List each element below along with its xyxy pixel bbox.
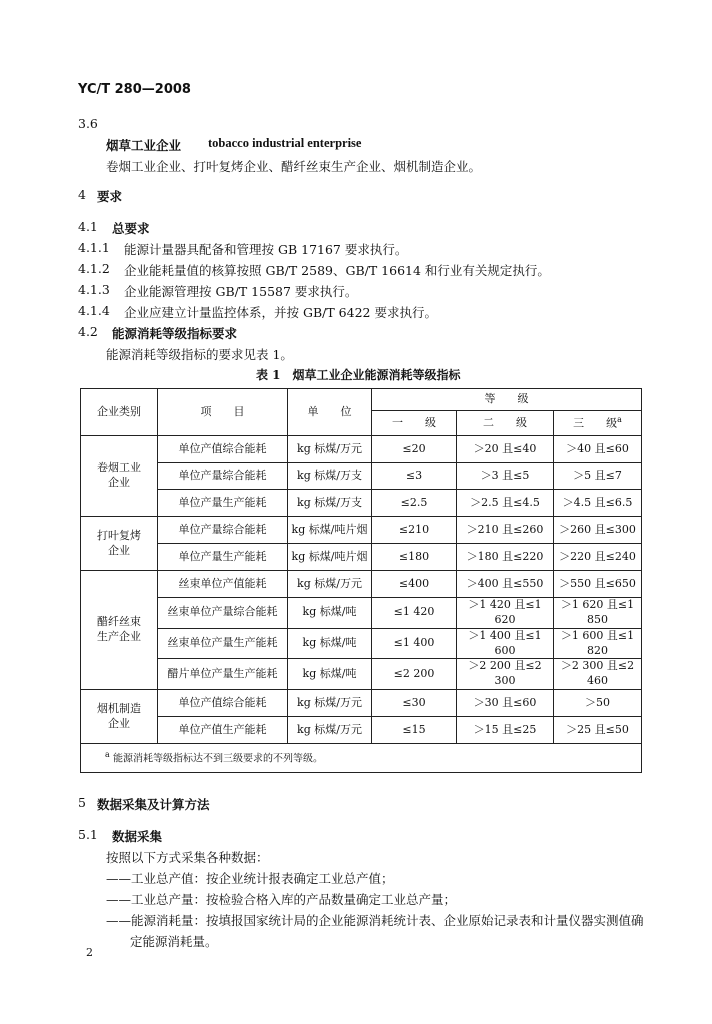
list-item: ——工业总产值：按企业统计报表确定工业总产值； <box>106 871 394 886</box>
grade-1-cell: ≤1 420 <box>372 598 457 629</box>
footnote-mark: a <box>105 750 110 760</box>
list-item: ——工业总产量：按检验合格入库的产品数量确定工业总产量； <box>106 892 457 907</box>
page-number: 2 <box>86 946 93 959</box>
unit-cell: kg 标煤/万元 <box>288 690 372 717</box>
item-cell: 单位产量综合能耗 <box>158 517 288 544</box>
section-4-1-number: 4.1 <box>78 219 98 234</box>
unit-cell: kg 标煤/吨片烟 <box>288 517 372 544</box>
grade-1-cell: ≤1 400 <box>372 628 457 659</box>
grade-3-cell: ＞1 620 且≤1 850 <box>554 598 642 629</box>
section-4-title: 要求 <box>97 189 123 204</box>
grade-3-cell: ＞25 且≤50 <box>554 717 642 744</box>
item-cell: 单位产量生产能耗 <box>158 544 288 571</box>
section-4-1-title: 总要求 <box>112 221 150 236</box>
grade-1-cell: ≤30 <box>372 690 457 717</box>
unit-cell: kg 标煤/万元 <box>288 717 372 744</box>
clause-text: 企业应建立计量监控体系，并按 GB/T 6422 要求执行。 <box>124 305 437 320</box>
section-5-1-title: 数据采集 <box>112 829 163 844</box>
category-acetate-tow: 醋纤丝束生产企业 <box>81 571 158 690</box>
term-en: tobacco industrial enterprise <box>208 136 362 150</box>
header-category: 企业类别 <box>81 389 158 436</box>
section-3-6-number: 3.6 <box>78 116 98 131</box>
grade-3-cell: ＞260 且≤300 <box>554 517 642 544</box>
unit-cell: kg 标煤/吨 <box>288 598 372 629</box>
grade-3-cell: ＞220 且≤240 <box>554 544 642 571</box>
header-unit: 单 位 <box>288 389 372 436</box>
category-threshing: 打叶复烤企业 <box>81 517 158 571</box>
unit-cell: kg 标煤/万元 <box>288 436 372 463</box>
list-item-continuation: 定能源消耗量。 <box>130 934 218 949</box>
energy-grade-table <box>80 388 642 773</box>
section-4-2-title: 能源消耗等级指标要求 <box>112 326 238 341</box>
grade-2-cell: ＞3 且≤5 <box>457 463 554 490</box>
grade-2-cell: ＞210 且≤260 <box>457 517 554 544</box>
header-grade-2: 二 级 <box>457 411 554 436</box>
grade-3-cell: ＞1 600 且≤1 820 <box>554 628 642 659</box>
item-cell: 丝束单位产值能耗 <box>158 571 288 598</box>
unit-cell: kg 标煤/万元 <box>288 571 372 598</box>
section-4-number: 4 <box>78 187 86 202</box>
grade-1-cell: ≤15 <box>372 717 457 744</box>
header-grade-1: 一 级 <box>372 411 457 436</box>
unit-cell: kg 标煤/万支 <box>288 463 372 490</box>
grade-1-cell: ≤2.5 <box>372 490 457 517</box>
header-grade: 等 级 <box>372 389 642 411</box>
grade-2-cell: ＞1 400 且≤1 600 <box>457 628 554 659</box>
grade-2-cell: ＞1 420 且≤1 620 <box>457 598 554 629</box>
section-5-1-intro: 按照以下方式采集各种数据： <box>106 850 269 865</box>
grade-1-cell: ≤210 <box>372 517 457 544</box>
clause-number: 4.1.4 <box>78 303 110 318</box>
term-definition: 卷烟工业企业、打叶复烤企业、醋纤丝束生产企业、烟机制造企业。 <box>106 159 482 174</box>
section-5-title: 数据采集及计算方法 <box>97 797 210 812</box>
grade-3-cell: ＞550 且≤650 <box>554 571 642 598</box>
item-cell: 丝束单位产量生产能耗 <box>158 628 288 659</box>
category-cigarette: 卷烟工业企业 <box>81 436 158 517</box>
item-cell: 醋片单位产量生产能耗 <box>158 659 288 690</box>
grade-3-cell: ＞50 <box>554 690 642 717</box>
item-cell: 单位产值综合能耗 <box>158 690 288 717</box>
grade-2-cell: ＞2 200 且≤2 300 <box>457 659 554 690</box>
item-cell: 丝束单位产量综合能耗 <box>158 598 288 629</box>
grade-3-cell: ＞4.5 且≤6.5 <box>554 490 642 517</box>
header-grade-3: 三 级$^a$ <box>554 411 642 436</box>
grade-1-cell: ≤2 200 <box>372 659 457 690</box>
document-code: YC/T 280—2008 <box>78 82 191 97</box>
grade-2-cell: ＞15 且≤25 <box>457 717 554 744</box>
grade-2-cell: ＞2.5 且≤4.5 <box>457 490 554 517</box>
unit-cell: kg 标煤/吨片烟 <box>288 544 372 571</box>
grade-1-cell: ≤400 <box>372 571 457 598</box>
clause-number: 4.1.1 <box>78 240 110 255</box>
section-4-2-number: 4.2 <box>78 324 98 339</box>
unit-cell: kg 标煤/万支 <box>288 490 372 517</box>
footnote-mark: a <box>617 414 622 424</box>
clause-number: 4.1.3 <box>78 282 110 297</box>
unit-cell: kg 标煤/吨 <box>288 628 372 659</box>
grade-2-cell: ＞20 且≤40 <box>457 436 554 463</box>
header-item: 项 目 <box>158 389 288 436</box>
table-footnote: $^a$ 能源消耗等级指标达不到三级要求的不列等级。 <box>81 744 642 773</box>
section-4-2-text: 能源消耗等级指标的要求见表 1。 <box>106 347 293 362</box>
grade-2-cell: ＞400 且≤550 <box>457 571 554 598</box>
grade-3-cell: ＞2 300 且≤2 460 <box>554 659 642 690</box>
grade-1-cell: ≤3 <box>372 463 457 490</box>
unit-cell: kg 标煤/吨 <box>288 659 372 690</box>
clause-text: 企业能源管理按 GB/T 15587 要求执行。 <box>124 284 358 299</box>
clause-text: 企业能耗量值的核算按照 GB/T 2589、GB/T 16614 和行业有关规定执行。 <box>124 263 550 278</box>
category-machinery: 烟机制造企业 <box>81 690 158 744</box>
table-caption: 表 1 烟草工业企业能源消耗等级指标 <box>256 368 461 382</box>
item-cell: 单位产值综合能耗 <box>158 436 288 463</box>
grade-3-cell: ＞5 且≤7 <box>554 463 642 490</box>
grade-2-cell: ＞30 且≤60 <box>457 690 554 717</box>
section-5-number: 5 <box>78 795 86 810</box>
list-item: ——能源消耗量：按填报国家统计局的企业能源消耗统计表、企业原始记录表和计量仪器实测值确 <box>106 913 644 928</box>
grade-1-cell: ≤180 <box>372 544 457 571</box>
grade-2-cell: ＞180 且≤220 <box>457 544 554 571</box>
item-cell: 单位产量综合能耗 <box>158 463 288 490</box>
item-cell: 单位产值生产能耗 <box>158 717 288 744</box>
clause-number: 4.1.2 <box>78 261 110 276</box>
term-zh: 烟草工业企业 <box>106 138 182 153</box>
item-cell: 单位产量生产能耗 <box>158 490 288 517</box>
grade-1-cell: ≤20 <box>372 436 457 463</box>
grade-3-cell: ＞40 且≤60 <box>554 436 642 463</box>
section-5-1-number: 5.1 <box>78 827 98 842</box>
clause-text: 能源计量器具配备和管理按 GB 17167 要求执行。 <box>124 242 408 257</box>
